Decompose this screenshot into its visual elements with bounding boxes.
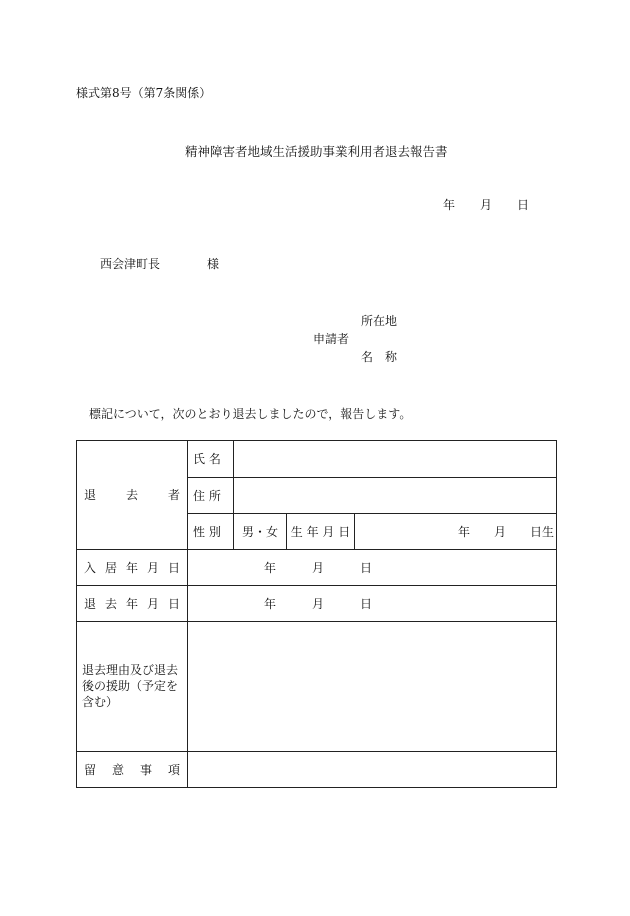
sex-label: 性 別 xyxy=(193,524,221,539)
applicant-address-label: 所在地 xyxy=(361,314,398,328)
address-label: 住 所 xyxy=(193,488,221,503)
date-day: 日 xyxy=(517,198,530,212)
birth-label: 生 年 月 日 xyxy=(290,524,351,539)
sex-options-text: 男・女 xyxy=(241,525,278,539)
move-in-day: 日 xyxy=(360,561,373,575)
move-in-month: 月 xyxy=(312,561,325,575)
applicant-name-label: 名 称 xyxy=(361,350,398,364)
reason-label: 退去理由及び退去後の援助（予定を含む） xyxy=(82,663,179,709)
move-out-date-field[interactable] xyxy=(188,586,556,621)
date-month: 月 xyxy=(480,198,493,212)
date-year: 年 xyxy=(443,198,456,212)
intro-text: 標記について，次のとおり退去しましたので，報告します。 xyxy=(89,407,412,421)
birth-year: 年 xyxy=(458,525,471,539)
notes-field[interactable] xyxy=(188,752,556,787)
move-in-label: 入 居 年 月 日 xyxy=(84,560,180,575)
move-in-year: 年 xyxy=(264,561,277,575)
applicant-label: 申請者 xyxy=(313,332,350,346)
addressee-name: 西会津町長 xyxy=(100,257,161,271)
move-out-year: 年 xyxy=(264,597,277,611)
address-field[interactable] xyxy=(234,478,556,513)
move-out-month: 月 xyxy=(312,597,325,611)
birth-day: 日生 xyxy=(530,525,555,539)
leaver-label: 退 去 者 xyxy=(84,488,180,502)
notes-label: 留 意 事 項 xyxy=(84,762,180,777)
report-table xyxy=(76,440,557,788)
reason-field[interactable] xyxy=(188,622,556,751)
form-number: 様式第8号（第7条関係） xyxy=(76,86,212,100)
birth-field[interactable] xyxy=(355,514,556,549)
name-field[interactable] xyxy=(234,441,556,477)
addressee-honorific: 様 xyxy=(207,257,220,271)
birth-month: 月 xyxy=(494,525,507,539)
move-out-day: 日 xyxy=(360,597,373,611)
sex-options[interactable] xyxy=(234,514,286,549)
name-label: 氏 名 xyxy=(193,452,221,466)
move-in-date-field[interactable] xyxy=(188,550,556,585)
move-out-label: 退 去 年 月 日 xyxy=(84,596,180,611)
page-title: 精神障害者地域生活援助事業利用者退去報告書 xyxy=(185,144,448,159)
